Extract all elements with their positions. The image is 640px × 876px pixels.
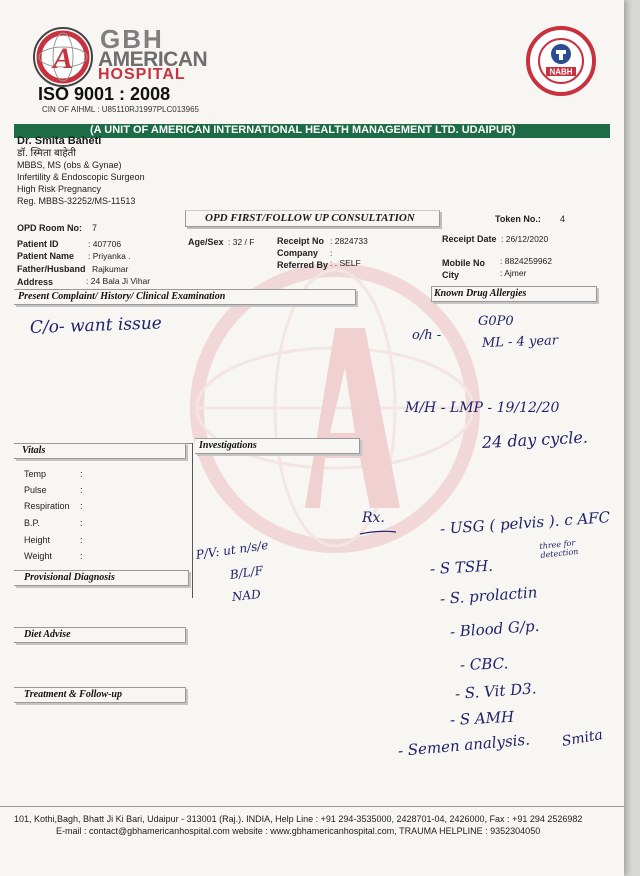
vital-pulse-label: Pulse — [24, 485, 47, 495]
vital-weight-label: Weight — [24, 551, 52, 561]
investigations-section-title: Investigations — [199, 440, 257, 451]
receipt-no-value: : 2824733 — [330, 236, 368, 246]
hw-afc-note: three for detection — [539, 538, 579, 560]
agesex-label: Age/Sex — [188, 237, 224, 247]
vital-pulse-value: : — [80, 485, 83, 495]
vital-weight-value: : — [80, 551, 83, 561]
footer-contact: E-mail : contact@gbhamericanhospital.com website : www.gbhamericanhospital.com, TRAUMA HELPLINE : 9352304050 — [56, 826, 541, 836]
hw-item-vitd3: - S. Vit D3. — [454, 679, 538, 703]
complaint-section-title: Present Complaint/ History/ Clinical Examination — [18, 291, 226, 302]
hw-item-tsh: - S TSH. — [429, 556, 494, 578]
vitals-section-title: Vitals — [22, 445, 46, 456]
doctor-name: Dr. Smita Baheti — [17, 135, 102, 147]
company-value: : — [330, 248, 333, 258]
hw-item-prolactin: - S. prolactin — [439, 583, 538, 608]
hw-oh-detail: ML - 4 year — [481, 333, 559, 351]
opd-room-value: 7 — [92, 223, 98, 233]
address-label: Address — [17, 277, 54, 287]
logo-letter: A — [52, 42, 74, 75]
vital-height-label: Height — [24, 535, 51, 545]
mobile-label: Mobile No — [442, 258, 485, 268]
guardian-label: Father/Husband — [17, 264, 86, 274]
hw-oh-value: G0P0 — [478, 314, 514, 329]
allergies-section-title: Known Drug Allergies — [434, 288, 527, 299]
hw-item-usg: - USG ( pelvis ). c AFC — [439, 508, 611, 538]
receipt-date-label: Receipt Date — [442, 234, 497, 244]
address-value: : 24 Bala Ji Vihar — [86, 276, 151, 286]
brand-hospital: HOSPITAL — [98, 66, 186, 83]
hw-signature: Smita — [560, 726, 605, 750]
referred-by-value: : . SELF — [330, 258, 361, 268]
vital-respiration-label: Respiration — [24, 501, 70, 511]
token-label: Token No.: — [495, 214, 541, 224]
vital-temp-label: Temp — [24, 469, 47, 479]
vitals-divider — [192, 443, 193, 598]
brand-american: AMERICAN — [98, 48, 208, 71]
patient-name-label: Patient Name — [17, 251, 75, 261]
referred-by-label: Referred By — [277, 260, 329, 270]
hw-complaint: C/o- want issue — [29, 313, 163, 338]
hw-item-cbc: - CBC. — [459, 654, 509, 674]
hw-cycle: 24 day cycle. — [481, 427, 589, 452]
doctor-registration: Reg. MBBS-32252/MS-11513 — [17, 196, 136, 206]
diagnosis-section-title: Provisional Diagnosis — [24, 572, 115, 583]
hw-item-amh: - S AMH — [449, 707, 515, 729]
vital-height-value: : — [80, 535, 83, 545]
hw-rx: Rx. — [362, 510, 385, 526]
consultation-title: OPD FIRST/FOLLOW UP CONSULTATION — [205, 212, 415, 224]
mobile-value: : 8824259962 — [500, 256, 552, 266]
footer-address: 101, Kothi,Bagh, Bhatt Ji Ki Bari, Udaipur - 313001 (Raj.). INDIA, Help Line : +91 294-3535000, 2428701-04, 2426000, Fax : +91 294 2526982 — [14, 814, 583, 824]
opd-room-label: OPD Room No: — [17, 223, 82, 233]
patient-name-value: : Priyanka . — [88, 251, 131, 261]
hospital-logo — [32, 26, 94, 88]
unit-line: (A UNIT OF AMERICAN INTERNATIONAL HEALTH MANAGEMENT LTD. UDAIPUR) — [90, 124, 516, 136]
vital-respiration-value: : — [80, 501, 83, 511]
receipt-date-value: : 26/12/2020 — [501, 234, 549, 244]
brand-gbh: GBH — [100, 24, 164, 54]
hw-fornix: B/L/F — [229, 563, 264, 582]
nabh-accreditation-badge — [526, 26, 596, 96]
patient-id-value: : 407706 — [88, 239, 122, 249]
vital-bp-value: : — [80, 518, 83, 528]
iso-certification: ISO 9001 : 2008 — [38, 84, 171, 104]
city-label: City — [442, 270, 460, 280]
vital-bp-label: B.P. — [24, 518, 40, 528]
hw-oh-label: o/h - — [412, 328, 442, 343]
footer-rule — [0, 806, 624, 807]
rx-underline — [358, 528, 398, 536]
doctor-qualification: MBBS, MS (obs & Gynae) — [17, 160, 122, 170]
company-label: Company — [277, 248, 319, 258]
hw-menstrual-history: M/H - LMP - 19/12/20 — [405, 400, 560, 416]
receipt-no-label: Receipt No — [277, 236, 325, 246]
treatment-section-title: Treatment & Follow-up — [24, 689, 122, 700]
doctor-speciality: Infertility & Endoscopic Surgeon — [17, 172, 145, 182]
hw-semen-analysis: - Semen analysis. — [397, 730, 531, 760]
guardian-value: Rajkumar — [92, 264, 129, 274]
hw-pv-exam: P/V: ut n/s/e — [195, 537, 270, 562]
patient-id-label: Patient ID — [17, 239, 59, 249]
hw-nad: NAD — [231, 587, 262, 604]
token-value: 4 — [560, 214, 566, 224]
vital-temp-value: : — [80, 469, 83, 479]
doctor-focus: High Risk Pregnancy — [17, 184, 102, 194]
city-value: : Ajmer — [500, 268, 527, 278]
hw-item-blood-group: - Blood G/p. — [449, 616, 540, 641]
nabh-text: NABH — [549, 67, 573, 77]
diet-section-title: Diet Advise — [24, 629, 71, 640]
cin-number: CIN OF AIHML : U85110RJ1997PLC013965 — [42, 105, 199, 114]
doctor-name-hindi: डॉ. स्मिता बाहेती — [17, 148, 76, 159]
agesex-value: : 32 / F — [228, 237, 255, 247]
